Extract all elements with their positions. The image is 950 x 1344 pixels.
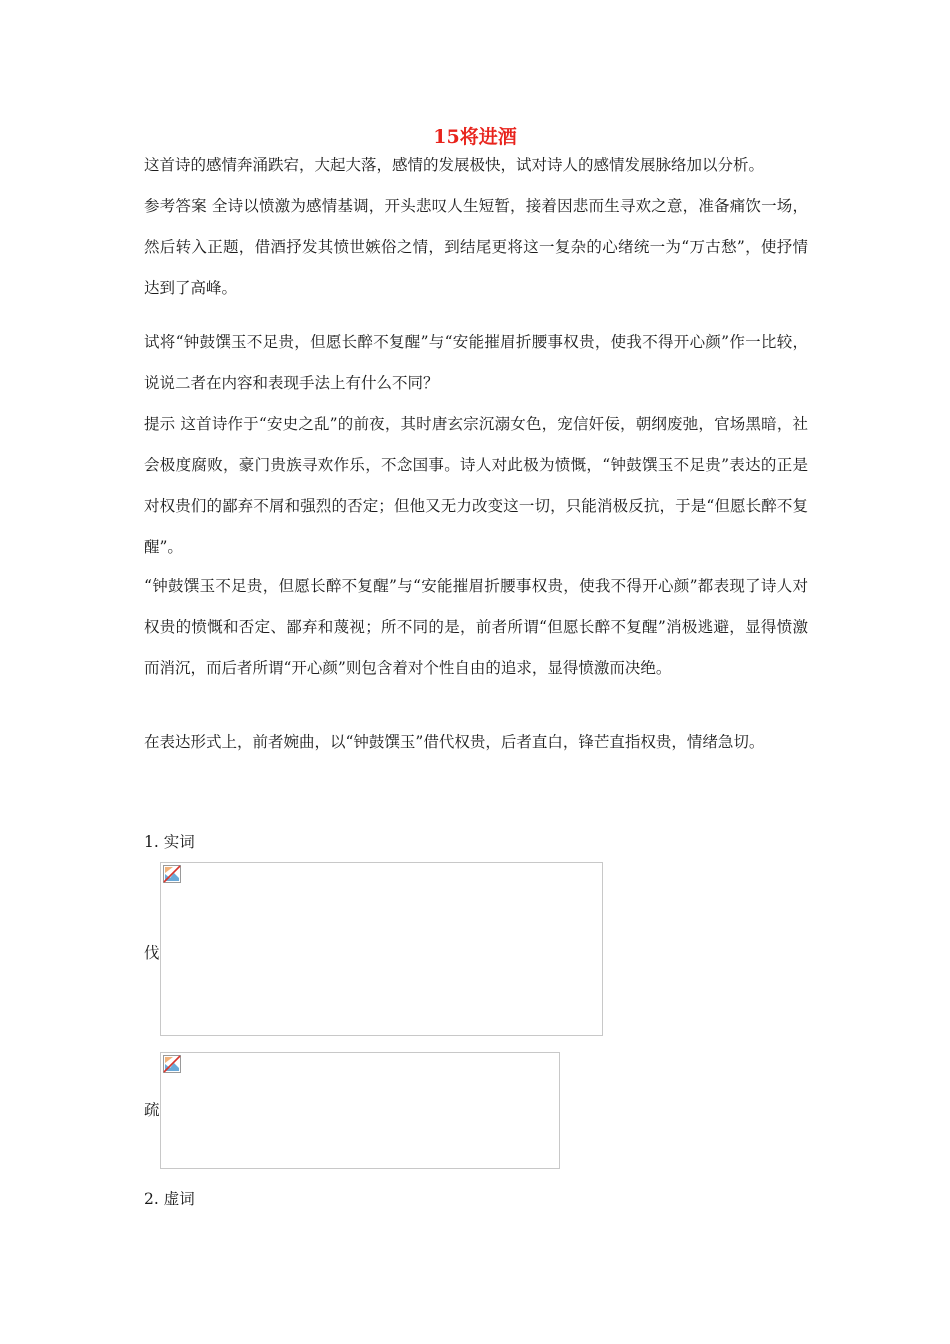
broken-image-icon <box>163 865 181 883</box>
hint-2-text: 提示 这首诗作于“安史之乱”的前夜，其时唐玄宗沉溺女色，宠信奸佞，朝纲废弛，官场黑暗，社会极度腐败，豪门贵族寻欢作乐，不念国事。诗人对此极为愤慨，“钟鼓馔玉不足贵”表达的正是对权贵们的鄙弃不屑和强烈的否定；但他又无力改变这一切，只能消极反抗，于是“但愿长醉不复醒”。 <box>144 415 808 556</box>
broken-image-icon <box>163 1055 181 1073</box>
list-heading-function-words: 2. 虚词 <box>144 1190 195 1208</box>
question-1-text: 这首诗的感情奔涌跌宕，大起大落，感情的发展极快，试对诗人的感情发展脉络加以分析。 <box>144 156 765 174</box>
vocab-image-2 <box>160 1052 560 1169</box>
question-block-2 <box>144 322 808 568</box>
form-paragraph <box>144 722 808 763</box>
page-title: 15将进酒 <box>433 126 517 148</box>
form-text: 在表达形式上，前者婉曲，以“钟鼓馔玉”借代权贵，后者直白，锋芒直指权贵，情绪急切。 <box>144 733 765 751</box>
vocab-image-1 <box>160 862 603 1036</box>
list-heading-content-words: 1. 实词 <box>144 833 195 851</box>
question-2-text: 试将“钟鼓馔玉不足贵，但愿长醉不复醒”与“安能摧眉折腰事权贵，使我不得开心颜”作一比较，说说二者在内容和表现手法上有什么不同？ <box>144 333 808 392</box>
vocab-char-1: 伐 <box>144 944 160 962</box>
question-block-1 <box>144 145 808 309</box>
comparison-text: “钟鼓馔玉不足贵，但愿长醉不复醒”与“安能摧眉折腰事权贵，使我不得开心颜”都表现了诗人对权贵的愤慨和否定、鄙弃和蔑视；所不同的是，前者所谓“但愿长醉不复醒”消极逃避，显得愤激而消沉，而后者所谓“开心颜”则包含着对个性自由的追求，显得愤激而决绝。 <box>144 577 808 677</box>
vocab-char-2: 疏 <box>144 1101 160 1119</box>
comparison-paragraph <box>144 566 808 689</box>
answer-1-text: 参考答案 全诗以愤激为感情基调，开头悲叹人生短暂，接着因悲而生寻欢之意，准备痛饮一场，然后转入正题，借酒抒发其愤世嫉俗之情，到结尾更将这一复杂的心绪统一为“万古愁”，使抒情达到了高峰。 <box>144 197 808 297</box>
